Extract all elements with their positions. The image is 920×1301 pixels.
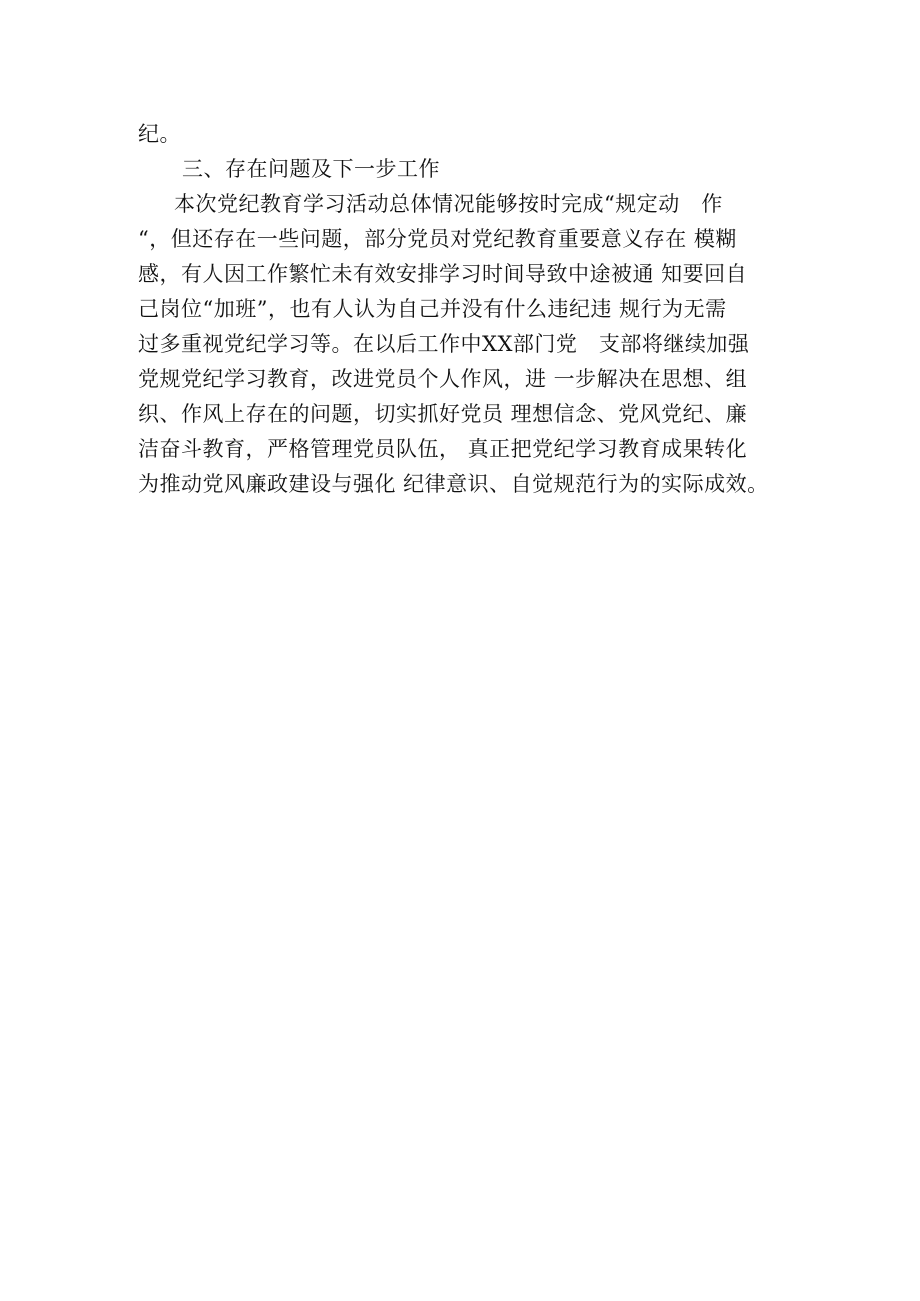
body-text	[138, 117, 808, 502]
text-line: “，但还存在一些问题，部分党员对党纪教育重要意义存在 模糊	[138, 227, 737, 251]
text-line: 织、作风上存在的问题，切实抓好党员 理想信念、党风党纪、廉	[138, 402, 748, 426]
text-line: 本次党纪教育学习活动总体情况能够按时完成“规定动 作	[174, 192, 723, 216]
text-line: 为推动党风廉政建设与强化 纪律意识、自觉规范行为的实际成效。	[138, 472, 769, 496]
section-heading: 三、存在问题及下一步工作	[182, 157, 440, 181]
text-line: 洁奋斗教育，严格管理党员队伍， 真正把党纪学习教育成果转化	[138, 437, 748, 461]
text-line: 己岗位“加班”，也有人认为自己并没有什么违纪违 规行为无需	[138, 297, 727, 321]
text-line: 党规党纪学习教育，改进党员个人作风，进 一步解决在思想、组	[138, 367, 748, 391]
text-line: 感，有人因工作繁忙未有效安排学习时间导致中途被通 知要回自	[138, 262, 748, 286]
text-line: 纪。	[138, 122, 181, 146]
text-line: 过多重视党纪学习等。在以后工作中XX部门党 支部将继续加强	[138, 332, 750, 356]
